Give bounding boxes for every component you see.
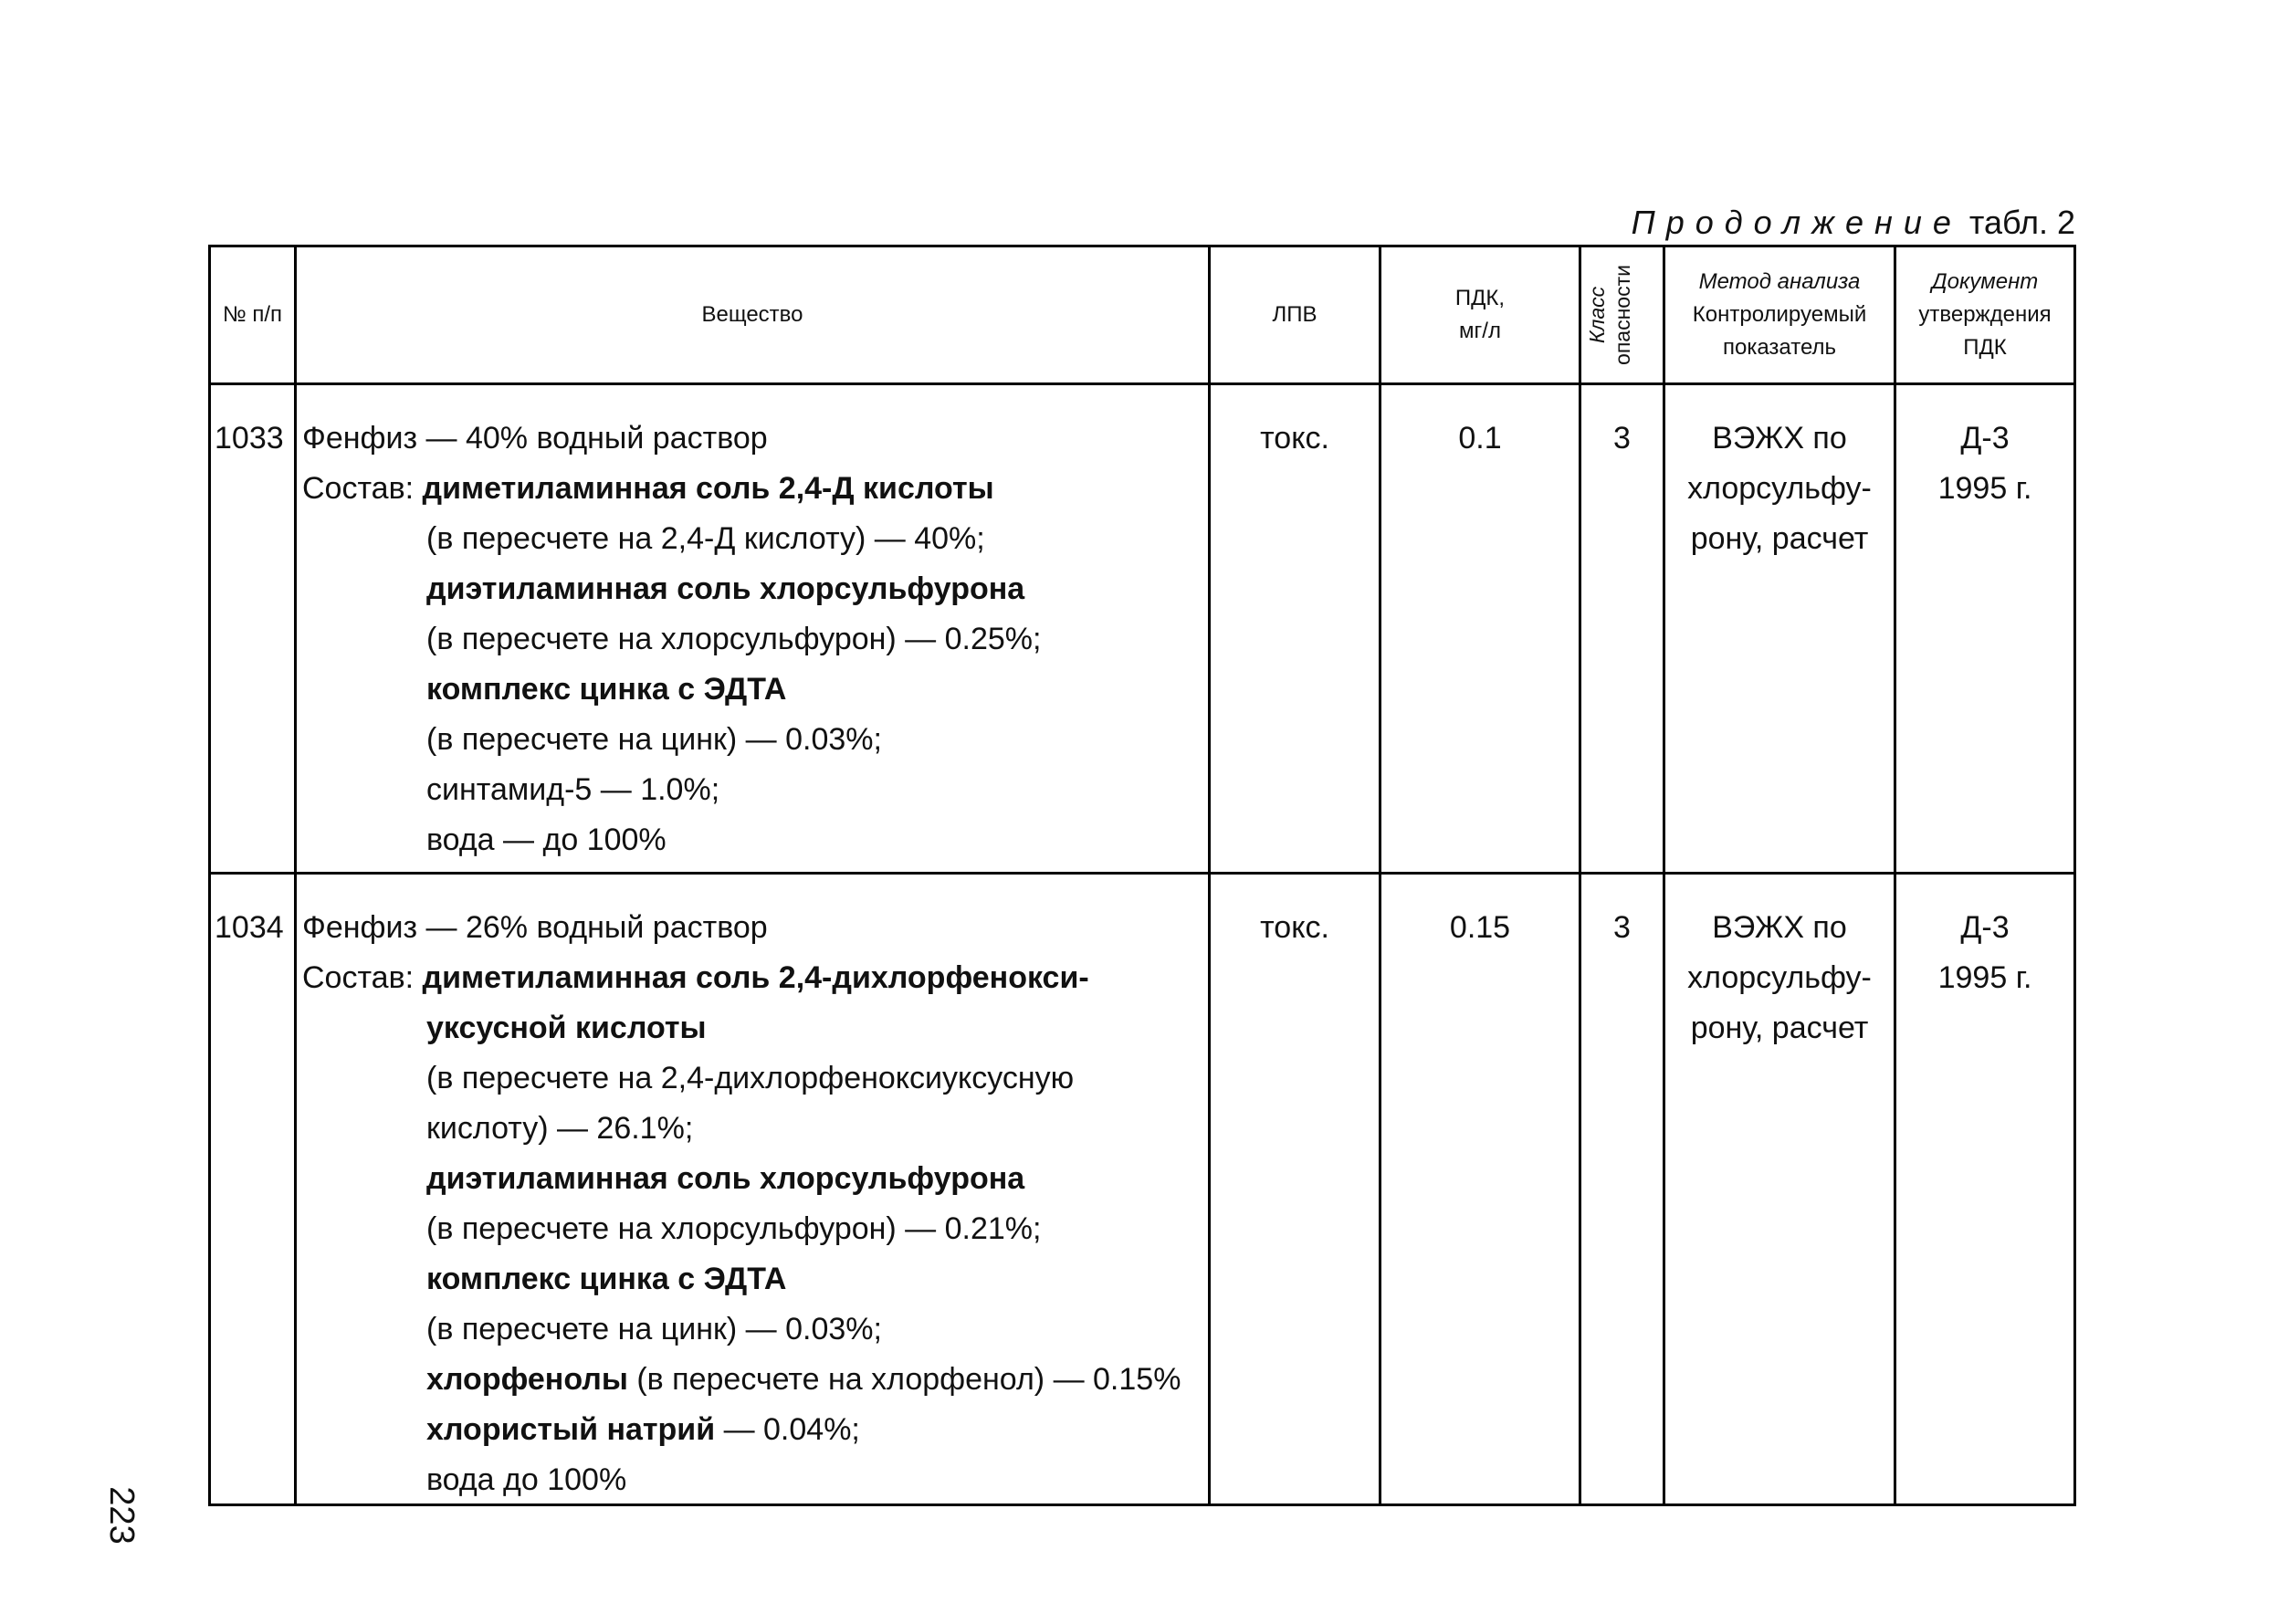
line-bold: хлорфенолы [426, 1362, 628, 1397]
caption-table-ref: табл. 2 [1968, 204, 2075, 241]
row-divider [211, 872, 2073, 875]
row-1033-class: 3 [1613, 421, 1631, 456]
substance-line [302, 464, 1206, 514]
row-1033-pdk: 0.1 [1458, 421, 1502, 456]
substance-line [302, 715, 1206, 765]
substance-line [302, 1154, 1215, 1204]
substance-line [302, 765, 1206, 815]
substance-line [302, 1254, 1215, 1304]
substance-line [302, 1204, 1215, 1254]
line-bold: комплекс цинка с ЭДТА [426, 1262, 787, 1296]
substance-line [302, 514, 1206, 564]
page-number: 223 [102, 1486, 142, 1545]
line-bold: комплекс цинка с ЭДТА [426, 672, 787, 707]
substance-line [302, 1104, 1215, 1154]
line-text: (в пересчете на цинк) — 0.03%; [426, 722, 882, 757]
line-bold: диметиламинная соль 2,4-дихлорфенокси- [422, 960, 1089, 995]
method-line: хлорсульфу- [1687, 960, 1872, 995]
header-method-line1: Метод анализа [1698, 269, 1861, 294]
row-1033-doc [1896, 414, 2073, 514]
row-1034-doc [1896, 903, 2073, 1003]
line-text: (в пересчете на 2,4-дихлорфеноксиуксусную [426, 1061, 1075, 1095]
line-bold: диметиламинная соль 2,4-Д кислоты [422, 471, 994, 506]
substance-line [302, 1405, 1215, 1455]
substance-line [302, 665, 1206, 715]
line-bold: диэтиламинная соль хлорсульфурона [426, 571, 1025, 606]
doc-line: 1995 г. [1937, 960, 2032, 995]
substance-line [302, 903, 1215, 953]
row-1033-num: 1033 [215, 421, 284, 456]
header-doc-line2: утверждения [1918, 302, 2052, 327]
header-num: № п/п [222, 302, 283, 327]
substance-line [302, 815, 1206, 865]
row-1034-class: 3 [1613, 910, 1631, 945]
header-class-line1: Класс [1585, 286, 1609, 344]
row-1034-num: 1034 [215, 910, 284, 945]
row-1033-lpv: токс. [1260, 421, 1329, 456]
line-text: — 0.04%; [715, 1412, 860, 1447]
line-prefix: Состав: [302, 471, 423, 506]
substance-line [302, 614, 1206, 665]
header-pdk-line1: ПДК, [1454, 286, 1506, 310]
method-line: ВЭЖХ по [1712, 910, 1847, 945]
line-text: вода до 100% [426, 1462, 627, 1497]
header-doc-line3: ПДК [1963, 335, 2007, 360]
header-lpv: ЛПВ [1272, 302, 1317, 327]
header-class [1582, 265, 1637, 365]
row-1033-method [1665, 414, 1894, 564]
doc-line: 1995 г. [1937, 471, 2032, 506]
substance-line [302, 1304, 1215, 1355]
header-class-line2: опасности [1611, 265, 1634, 365]
substance-line [302, 1053, 1215, 1104]
line-text: (в пересчете на хлорсульфурон) — 0.25%; [426, 622, 1042, 656]
line-text: синтамид-5 — 1.0%; [426, 772, 720, 807]
table-caption [1278, 203, 2075, 243]
doc-line: Д-3 [1960, 910, 2010, 945]
line-text: (в пересчете на хлорфенол) — 0.15% [627, 1362, 1181, 1397]
substance-line [302, 1455, 1215, 1505]
header-divider [211, 382, 2073, 385]
header-method-line3: показатель [1722, 335, 1837, 360]
line-bold: диэтиламинная соль хлорсульфурона [426, 1161, 1025, 1196]
line-bold: уксусной кислоты [426, 1011, 707, 1045]
caption-continuation: Продолжение [1631, 204, 1962, 241]
substance-line [302, 414, 1206, 464]
method-line: рону, расчет [1690, 1011, 1869, 1045]
header-pdk-line2: мг/л [1459, 319, 1501, 343]
line-text: (в пересчете на 2,4-Д кислоту) — 40%; [426, 521, 985, 556]
header-method-line2: Контролируемый [1692, 302, 1867, 327]
row-1034-pdk: 0.15 [1449, 910, 1511, 945]
row-1034-method [1665, 903, 1894, 1053]
line-text: кислоту) — 26.1%; [426, 1111, 694, 1146]
substance-line [302, 953, 1215, 1003]
header-method [1665, 247, 1894, 382]
doc-line: Д-3 [1960, 421, 2010, 456]
method-line: ВЭЖХ по [1712, 421, 1847, 456]
header-doc [1896, 247, 2073, 382]
header-doc-line1: Документ [1931, 269, 2039, 294]
line-bold: хлористый натрий [426, 1412, 716, 1447]
line-text: Фенфиз — 40% водный раствор [302, 421, 768, 456]
line-text: Фенфиз — 26% водный раствор [302, 910, 768, 945]
pdk-table [208, 245, 2076, 1506]
header-substance: Вещество [701, 302, 803, 327]
header-class-text [1584, 265, 1635, 365]
line-text: вода — до 100% [426, 822, 667, 857]
row-1033-substance [302, 414, 1206, 865]
substance-line [302, 564, 1206, 614]
substance-line [302, 1355, 1215, 1405]
substance-line [302, 1003, 1215, 1053]
header-pdk [1381, 247, 1579, 382]
line-text: (в пересчете на хлорсульфурон) — 0.21%; [426, 1211, 1042, 1246]
line-text: (в пересчете на цинк) — 0.03%; [426, 1312, 882, 1346]
line-prefix: Состав: [302, 960, 423, 995]
method-line: хлорсульфу- [1687, 471, 1872, 506]
row-1034-lpv: токс. [1260, 910, 1329, 945]
method-line: рону, расчет [1690, 521, 1869, 556]
row-1034-substance [302, 903, 1215, 1505]
